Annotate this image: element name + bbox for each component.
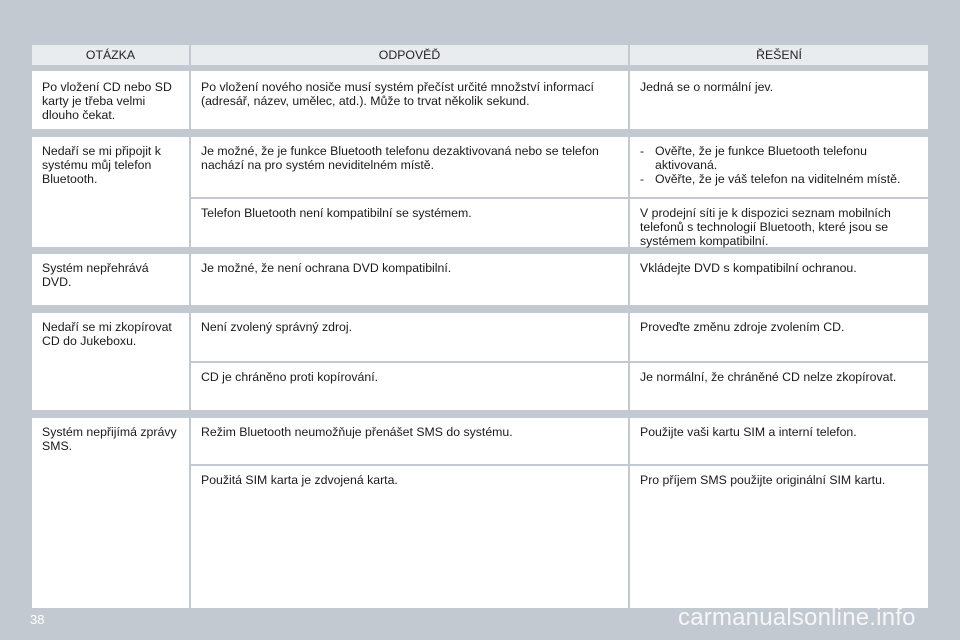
solution-cell: V prodejní síti je k dispozici seznam mobilních telefonů s technologií Bluetooth, které jsou se systémem kompatibilní.: [630, 199, 928, 247]
question-cell: Nedaří se mi připojit k systému můj telefon Bluetooth.: [32, 137, 189, 247]
solution-cell: Pro příjem SMS použijte originální SIM kartu.: [630, 466, 928, 608]
answer-cell: Telefon Bluetooth není kompatibilní se systémem.: [191, 199, 628, 247]
answer-cell: CD je chráněno proti kopírování.: [191, 363, 628, 410]
question-cell: Po vložení CD nebo SD karty je třeba velmi dlouho čekat.: [32, 71, 189, 129]
answer-cell: Je možné, že není ochrana DVD kompatibilní.: [191, 254, 628, 305]
solution-cell: Proveďte změnu zdroje zvolením CD.: [630, 313, 928, 361]
header-solution: ŘEŠENÍ: [630, 45, 928, 65]
answer-cell: Není zvolený správný zdroj.: [191, 313, 628, 361]
question-cell: Systém nepřehrává DVD.: [32, 254, 189, 305]
question-cell: Systém nepřijímá zprávy SMS.: [32, 418, 189, 608]
solution-list-item: - Ověřte, že je funkce Bluetooth telefonu aktivovaná.: [640, 144, 918, 172]
solution-cell: [630, 137, 928, 197]
page-number: 38: [30, 612, 45, 627]
watermark: carmanualsonline.info: [678, 604, 916, 631]
header-question: OTÁZKA: [32, 45, 189, 65]
question-cell: Nedaří se mi zkopírovat CD do Jukeboxu.: [32, 313, 189, 410]
header-answer: ODPOVĚĎ: [191, 45, 628, 65]
solution-cell: Vkládejte DVD s kompatibilní ochranou.: [630, 254, 928, 305]
solution-cell: Jedná se o normální jev.: [630, 71, 928, 129]
solution-cell: Je normální, že chráněné CD nelze zkopírovat.: [630, 363, 928, 410]
answer-cell: Je možné, že je funkce Bluetooth telefonu dezaktivovaná nebo se telefon nachází na pro systém neviditelném místě.: [191, 137, 628, 197]
solution-list: [640, 144, 918, 186]
answer-cell: Režim Bluetooth neumožňuje přenášet SMS do systému.: [191, 418, 628, 464]
answer-cell: Po vložení nového nosiče musí systém přečíst určité množství informací (adresář, název, umělec, atd.). Může to trvat několik sekund.: [191, 71, 628, 129]
answer-cell: Použitá SIM karta je zdvojená karta.: [191, 466, 628, 608]
solution-cell: Použijte vaši kartu SIM a interní telefon.: [630, 418, 928, 464]
solution-list-item: - Ověřte, že je váš telefon na viditelném místě.: [640, 172, 918, 186]
